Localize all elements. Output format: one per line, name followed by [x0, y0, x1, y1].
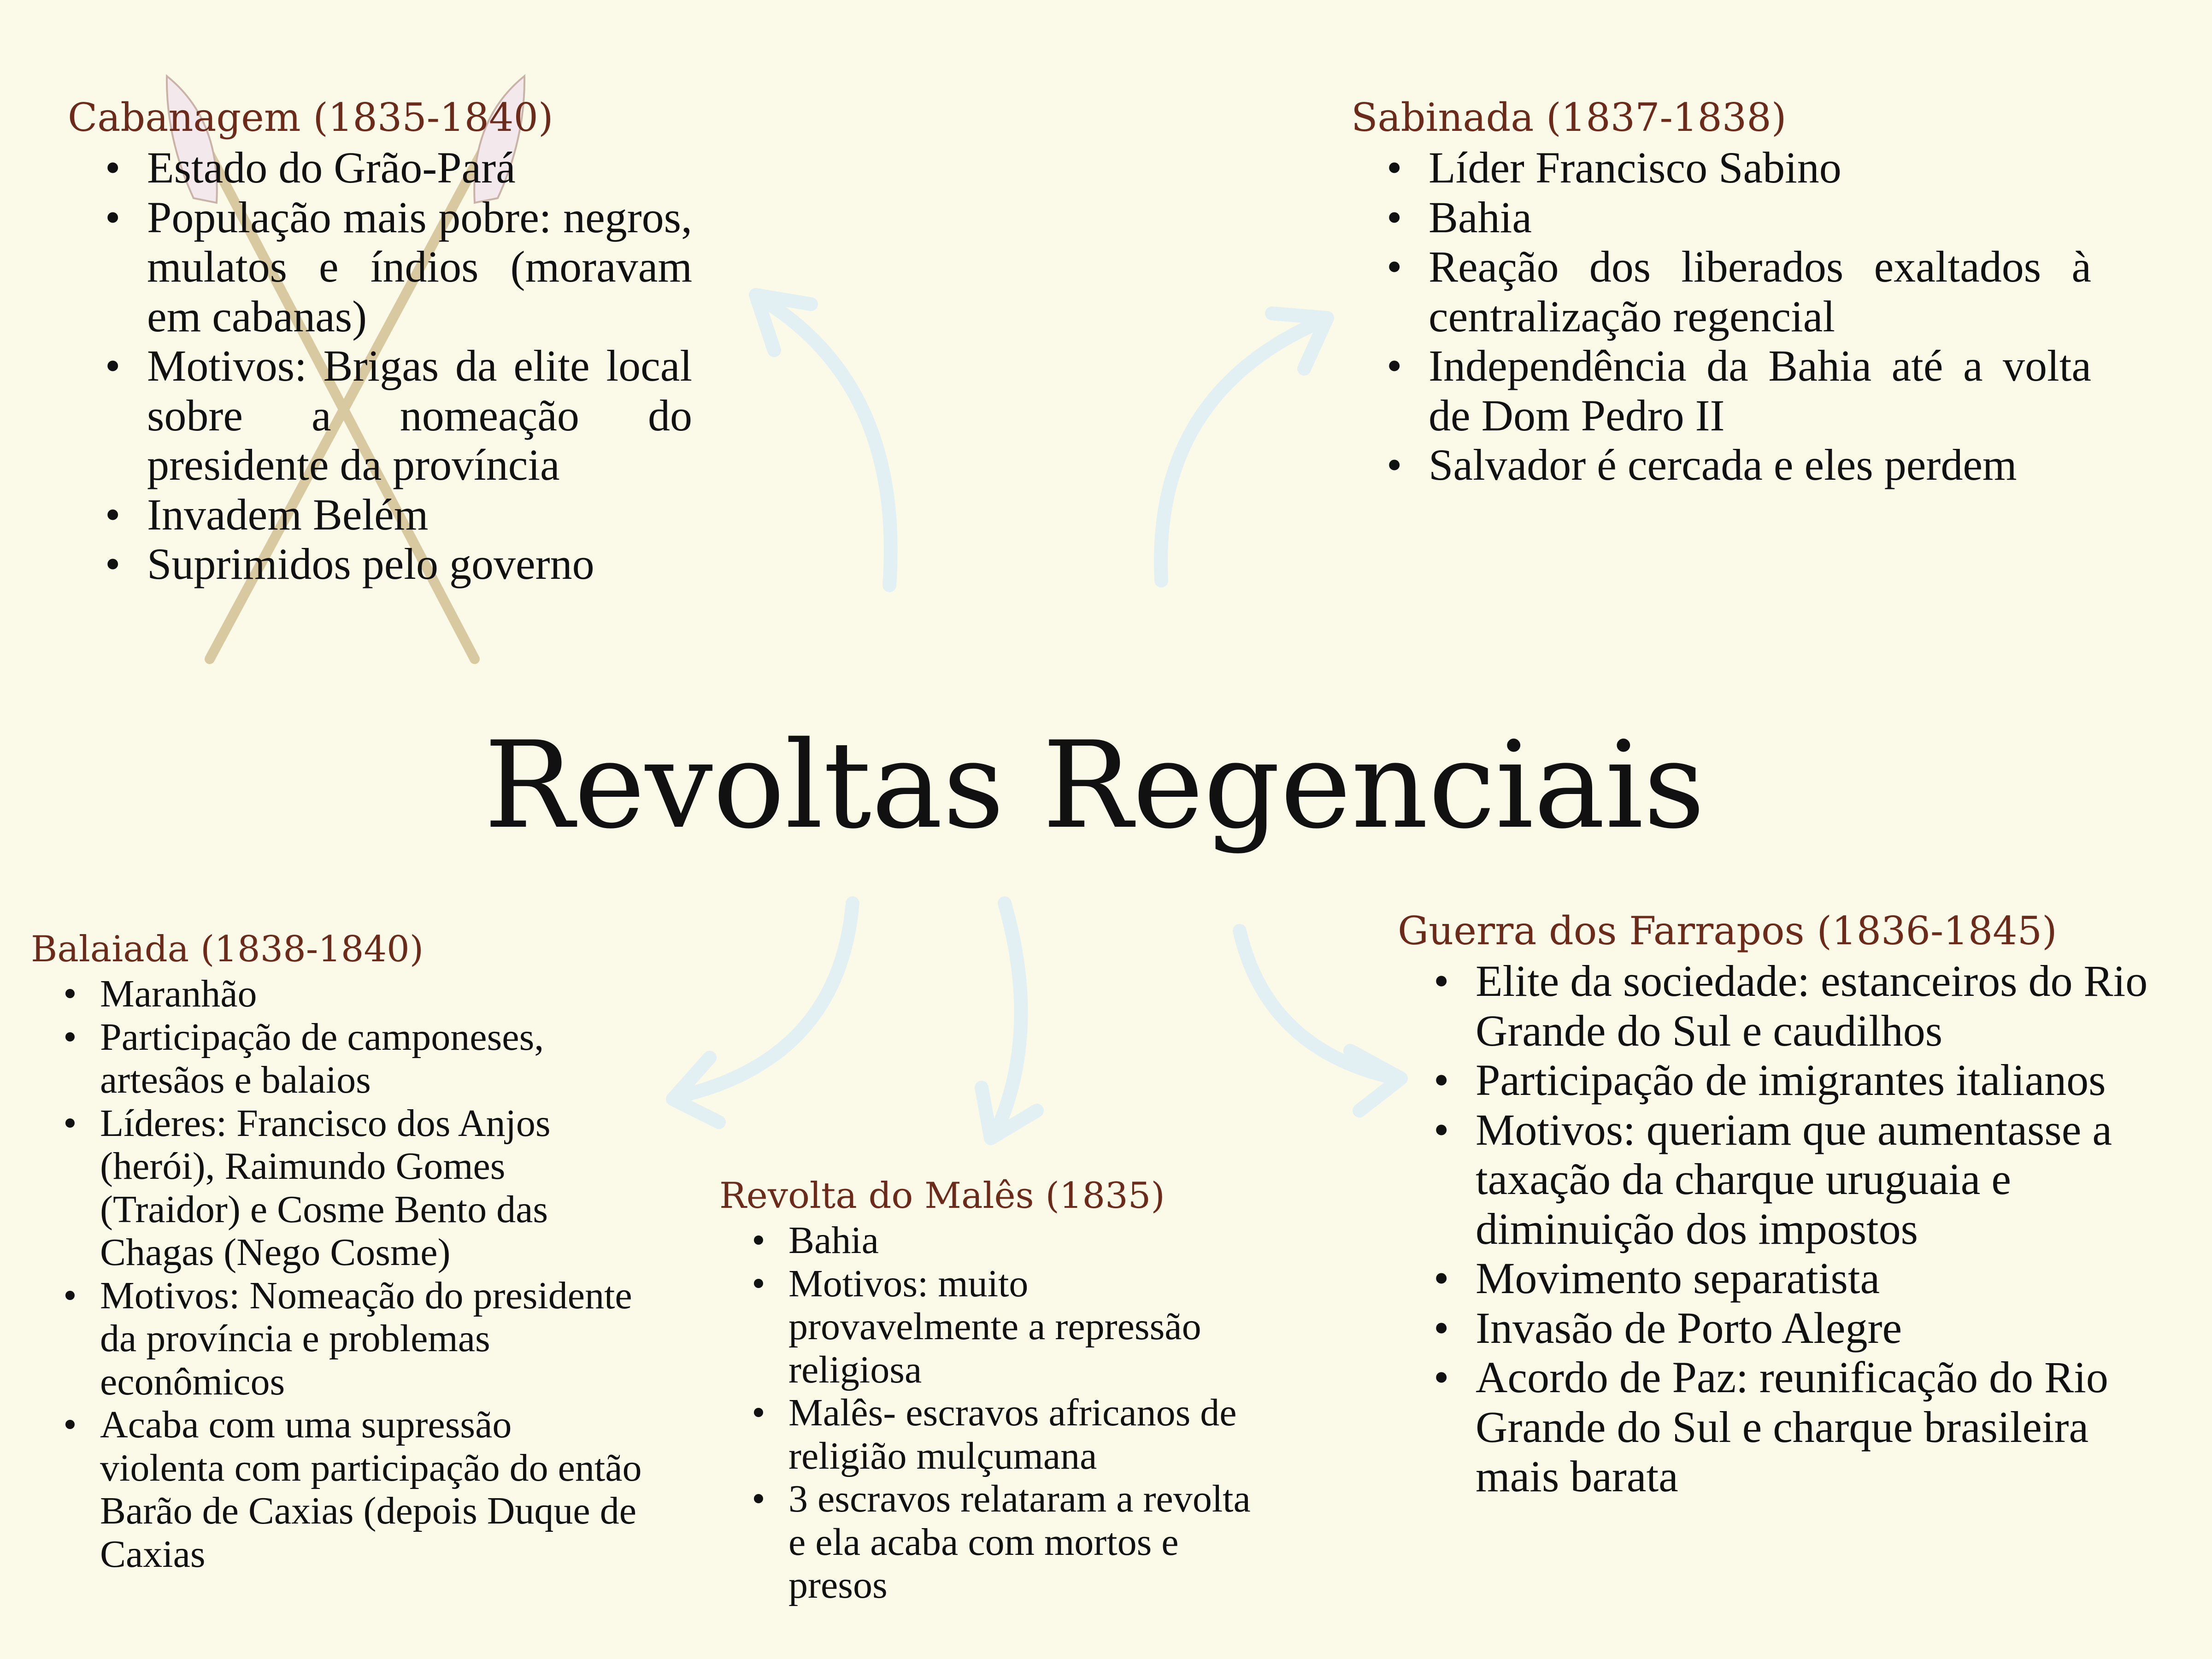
cabanagem-block: [68, 92, 692, 589]
sabinada-list: [1429, 143, 2091, 490]
list-item: • Salvador é cercada e eles perdem: [1429, 440, 2091, 490]
list-item: • Acaba com uma supressão violenta com participação do então Barão de Caxias (depois Duque de Caxias: [100, 1403, 644, 1576]
farrapos-block: [1398, 906, 2158, 1501]
list-item: • Independência da Bahia até a volta de Dom Pedro II: [1429, 341, 2091, 440]
list-item: • Motivos: queriam que aumentasse a taxação da charque uruguaia e diminuição dos impostos: [1476, 1105, 2158, 1254]
curved-arrow-icon: [1161, 313, 1327, 581]
list-item: • Elite da sociedade: estanceiros do Rio Grande do Sul e caudilhos: [1476, 956, 2158, 1055]
farrapos-title: Guerra dos Farrapos (1836-1845): [1398, 908, 2057, 953]
balaiada-block: [31, 926, 644, 1576]
list-item: • Maranhão: [100, 972, 644, 1016]
males-block: [719, 1173, 1263, 1607]
list-item: • Acordo de Paz: reunificação do Rio Grande do Sul e charque brasileira mais barata: [1476, 1353, 2158, 1501]
list-item: • Suprimidos pelo governo: [147, 539, 692, 589]
curved-arrow-icon: [756, 295, 891, 585]
list-item: • Motivos: Nomeação do presidente da província e problemas econômicos: [100, 1274, 644, 1404]
list-item: • 3 escravos relataram a revolta e ela acaba com mortos e presos: [788, 1477, 1263, 1607]
list-item: • Motivos: muito provavelmente a repressão religiosa: [788, 1262, 1263, 1392]
balaiada-title: Balaiada (1838-1840): [31, 929, 424, 970]
list-item: • Bahia: [788, 1219, 1263, 1262]
list-item: • Líder Francisco Sabino: [1429, 143, 2091, 193]
list-item: • População mais pobre: negros, mulatos e índios (moravam em cabanas): [147, 193, 692, 341]
cabanagem-list: [147, 143, 692, 589]
list-item: • Movimento separatista: [1476, 1253, 2158, 1303]
list-item: • Motivos: Brigas da elite local sobre a nomeação do presidente da província: [147, 341, 692, 490]
list-item: • Bahia: [1429, 193, 2091, 242]
list-item: • Invadem Belém: [147, 490, 692, 540]
list-item: • Participação de camponeses, artesãos e balaios: [100, 1016, 644, 1102]
page-title: Revoltas Regenciais: [484, 716, 1705, 855]
list-item: • Líderes: Francisco dos Anjos (herói), Raimundo Gomes (Traidor) e Cosme Bento das Chagas (Nego Cosme): [100, 1102, 644, 1274]
list-item: • Malês- escravos africanos de religião mulçumana: [788, 1391, 1263, 1477]
list-item: • Estado do Grão-Pará: [147, 143, 692, 193]
males-list: [788, 1219, 1263, 1607]
sabinada-title: Sabinada (1837-1838): [1351, 95, 1787, 140]
curved-arrow-icon: [673, 903, 853, 1122]
list-item: • Invasão de Porto Alegre: [1476, 1303, 2158, 1353]
curved-arrow-icon: [982, 903, 1037, 1138]
curved-arrow-icon: [1240, 931, 1401, 1111]
sabinada-block: [1351, 92, 2091, 490]
farrapos-list: [1476, 956, 2158, 1501]
list-item: • Participação de imigrantes italianos: [1476, 1055, 2158, 1105]
balaiada-list: [100, 972, 644, 1576]
males-title: Revolta do Malês (1835): [719, 1175, 1165, 1217]
cabanagem-title: Cabanagem (1835-1840): [68, 95, 553, 140]
list-item: • Reação dos liberados exaltados à centralização regencial: [1429, 242, 2091, 341]
